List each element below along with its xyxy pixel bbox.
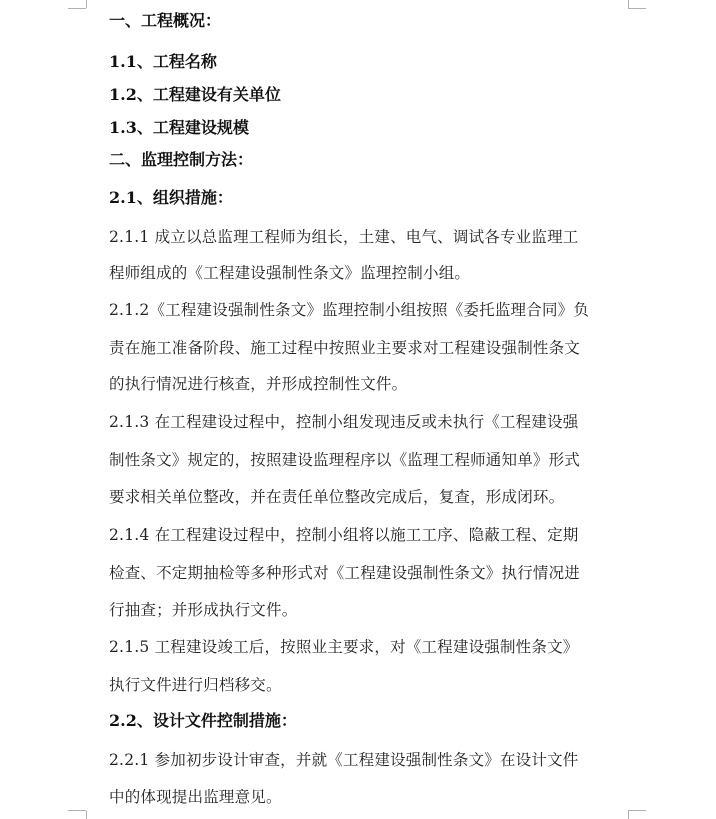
paragraph-2-1-4-line-3: 行抽查；并形成执行文件。 (109, 601, 298, 619)
heading-project-overview: 一、工程概况： (109, 11, 222, 30)
paragraph-2-1-2-line-3: 的执行情况进行核查，并形成控制性文件。 (109, 375, 408, 393)
crop-mark-top-left-h (68, 8, 86, 9)
crop-mark-bottom-right (628, 811, 629, 819)
heading-control-methods: 二、监理控制方法： (109, 150, 254, 169)
crop-mark-top-left (86, 0, 87, 8)
paragraph-2-1-3-line-1: 2.1.3 在工程建设过程中，控制小组发现违反或未执行《工程建设强 (109, 413, 579, 431)
crop-mark-bottom-left (86, 811, 87, 819)
paragraph-2-1-4-line-1: 2.1.4 在工程建设过程中，控制小组将以施工工序、隐蔽工程、定期 (109, 526, 579, 544)
paragraph-2-2-1-line-2: 中的体现提出监理意见。 (109, 788, 282, 806)
paragraph-2-1-1-line-2: 程师组成的《工程建设强制性条文》监理控制小组。 (109, 264, 471, 282)
subheading-project-name: 1.1、工程名称 (109, 52, 217, 71)
paragraph-2-1-3-line-3: 要求相关单位整改，并在责任单位整改完成后，复查，形成闭环。 (109, 488, 565, 506)
crop-mark-bottom-left-h (68, 810, 86, 811)
crop-mark-top-right-h (628, 8, 646, 9)
paragraph-2-1-5-line-2: 执行文件进行归档移交。 (109, 676, 282, 694)
subheading-organization-measures: 2.1、组织措施： (109, 188, 233, 207)
paragraph-2-1-2-line-2: 责在施工准备阶段、施工过程中按照业主要求对工程建设强制性条文 (109, 339, 581, 357)
paragraph-2-1-3-line-2: 制性条文》规定的，按照建设监理程序以《监理工程师通知单》形式 (109, 451, 581, 469)
paragraph-2-1-4-line-2: 检查、不定期抽检等多种形式对《工程建设强制性条文》执行情况进 (109, 564, 581, 582)
paragraph-2-1-1-line-1: 2.1.1 成立以总监理工程师为组长，土建、电气、调试各专业监理工 (109, 228, 579, 246)
paragraph-2-2-1-line-1: 2.2.1 参加初步设计审查，并就《工程建设强制性条文》在设计文件 (109, 751, 579, 769)
subheading-design-document-measures: 2.2、设计文件控制措施： (109, 711, 297, 730)
paragraph-2-1-2-line-1: 2.1.2《工程建设强制性条文》监理控制小组按照《委托监理合同》负 (109, 301, 590, 319)
subheading-project-scale: 1.3、工程建设规模 (109, 118, 249, 137)
subheading-project-units: 1.2、工程建设有关单位 (109, 85, 281, 104)
paragraph-2-1-5-line-1: 2.1.5 工程建设竣工后，按照业主要求，对《工程建设强制性条文》 (109, 638, 579, 656)
crop-mark-bottom-right-h (628, 810, 646, 811)
crop-mark-top-right (628, 0, 629, 8)
